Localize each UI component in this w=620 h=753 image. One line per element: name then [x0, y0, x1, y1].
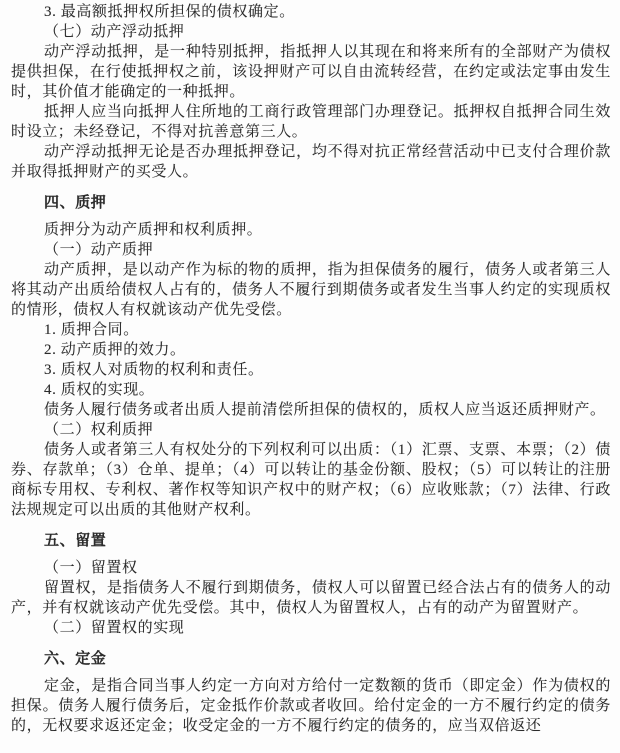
section-heading: 六、定金: [44, 651, 107, 667]
sub-heading: （一）留置权: [44, 560, 138, 576]
paragraph: 债务人履行债务或者出质人提前清偿所担保的债权的，质权人应当返还质押财产。: [44, 402, 606, 418]
section-heading: 五、留置: [44, 533, 107, 549]
paragraph: 动产浮动抵押无论是否办理抵押登记，均不得对抗正常经营活动中已支付合理价款并取得抵押财产的买受人。: [11, 144, 611, 180]
paragraph: 债务人或者第三人有权处分的下列权利可以出质：（1）汇票、支票、本票；（2）债券、存款单；（3）仓单、提单；（4）可以转让的基金份额、股权；（5）可以转让的注册商标专用权、专利权、著作权等知识产权中的财产权；（6）应收账款；（7）法律、行政法规规定可以出质的其他财产权利。: [11, 442, 611, 518]
section-heading: 四、质押: [44, 195, 107, 211]
sub-heading: （七）动产浮动抵押: [44, 24, 185, 40]
paragraph: 质押分为动产质押和权利质押。: [44, 222, 263, 238]
numbered-item: 3. 质权人对质物的权利和责任。: [44, 362, 264, 378]
paragraph: 抵押人应当向抵押人住所地的工商行政管理部门办理登记。抵押权自抵押合同生效时设立；未经登记，不得对抗善意第三人。: [11, 104, 611, 140]
sub-heading: （一）动产质押: [44, 242, 154, 258]
paragraph: 动产质押，是以动产作为标的物的质押，指为担保债务的履行，债务人或者第三人将其动产出质给债权人占有的，债务人不履行到期债务或者发生当事人约定的实现质权的情形，债权人有权就该动产优先受偿。: [11, 262, 611, 318]
numbered-item: 3. 最高额抵押权所担保的债权确定。: [44, 4, 295, 20]
paragraph: 留置权，是指债务人不履行到期债务，债权人可以留置已经合法占有的债务人的动产，并有权就该动产优先受偿。其中，债权人为留置权人，占有的动产为留置财产。: [11, 580, 611, 616]
numbered-item: 2. 动产质押的效力。: [44, 342, 186, 358]
paragraph: 动产浮动抵押，是一种特别抵押，指抵押人以其现在和将来所有的全部财产为债权提供担保，在行使抵押权之前，该设押财产可以自由流转经营，在约定或法定事由发生时，其价值才能确定的一种抵押。: [11, 44, 611, 100]
numbered-item: 1. 质押合同。: [44, 322, 139, 338]
paragraph: 定金，是指合同当事人约定一方向对方给付一定数额的货币（即定金）作为债权的担保。债务人履行债务后，定金抵作价款或者收回。给付定金的一方不履行约定的债务的，无权要求返还定金；收受定金的一方不履行约定的债务的，应当双倍返还: [11, 678, 611, 734]
sub-heading: （二）留置权的实现: [44, 620, 185, 636]
numbered-item: 4. 质权的实现。: [44, 382, 155, 398]
sub-heading: （二）权利质押: [44, 422, 154, 438]
